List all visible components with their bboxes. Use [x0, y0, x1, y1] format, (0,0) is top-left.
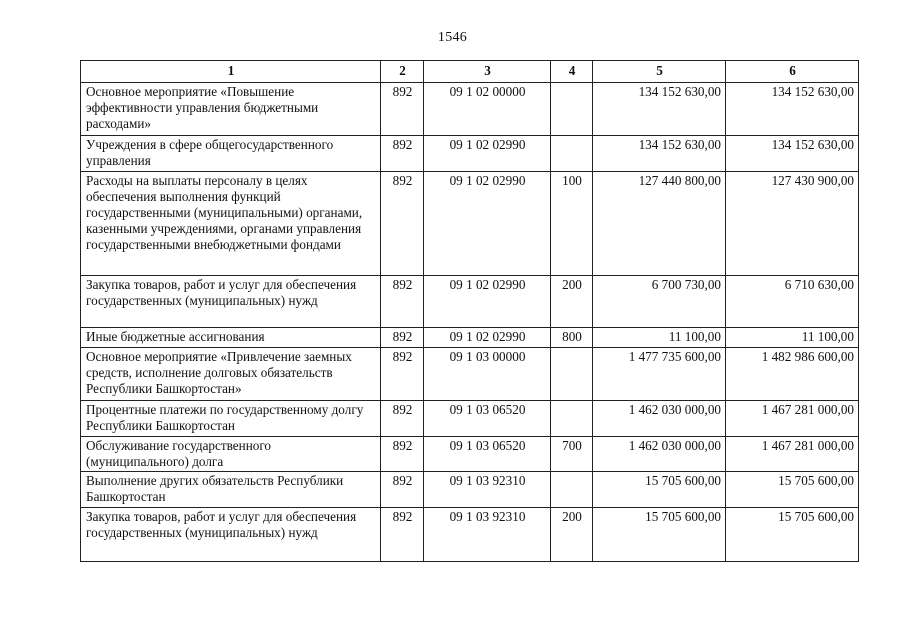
row-type-code	[551, 401, 593, 437]
row-name: Закупка товаров, работ и услуг для обеспечения государственных (муниципальных) нужд	[81, 276, 381, 328]
row-name: Основное мероприятие «Повышение эффективности управления бюджетными расходами»	[81, 83, 381, 136]
row-type-code	[551, 83, 593, 136]
row-sum-col5: 134 152 630,00	[593, 83, 726, 136]
row-admin-code: 892	[381, 83, 424, 136]
row-sum-col5: 1 462 030 000,00	[593, 401, 726, 437]
header-col-5: 5	[593, 61, 726, 83]
row-admin-code: 892	[381, 437, 424, 472]
table-row	[81, 83, 859, 136]
row-admin-code: 892	[381, 472, 424, 508]
row-type-code	[551, 136, 593, 172]
header-col-1: 1	[81, 61, 381, 83]
row-name: Обслуживание государственного (муниципального) долга	[81, 437, 381, 472]
row-sum-col6: 1 467 281 000,00	[726, 401, 859, 437]
table-header	[81, 61, 859, 83]
row-sum-col5: 15 705 600,00	[593, 508, 726, 562]
row-target-code: 09 1 03 06520	[424, 401, 551, 437]
row-type-code: 200	[551, 508, 593, 562]
table-row	[81, 508, 859, 562]
row-sum-col6: 134 152 630,00	[726, 83, 859, 136]
row-sum-col5: 11 100,00	[593, 328, 726, 348]
row-admin-code: 892	[381, 276, 424, 328]
table-row	[81, 437, 859, 472]
header-row	[81, 61, 859, 83]
row-type-code	[551, 472, 593, 508]
table-row	[81, 348, 859, 401]
row-sum-col6: 127 430 900,00	[726, 172, 859, 276]
row-admin-code: 892	[381, 508, 424, 562]
row-sum-col5: 1 477 735 600,00	[593, 348, 726, 401]
header-col-3: 3	[424, 61, 551, 83]
row-target-code: 09 1 02 02990	[424, 328, 551, 348]
row-target-code: 09 1 02 02990	[424, 172, 551, 276]
row-name: Учреждения в сфере общегосударственного управления	[81, 136, 381, 172]
row-target-code: 09 1 02 02990	[424, 136, 551, 172]
header-col-2: 2	[381, 61, 424, 83]
row-sum-col6: 15 705 600,00	[726, 508, 859, 562]
header-col-4: 4	[551, 61, 593, 83]
row-admin-code: 892	[381, 136, 424, 172]
row-name: Расходы на выплаты персоналу в целях обеспечения выполнения функций государственными (муниципальными) органами, казенными учреждениями, органами управления государственными внебюджетными фондами	[81, 172, 381, 276]
table-row	[81, 136, 859, 172]
row-type-code: 800	[551, 328, 593, 348]
table-row	[81, 472, 859, 508]
header-col-6: 6	[726, 61, 859, 83]
row-sum-col6: 15 705 600,00	[726, 472, 859, 508]
row-name: Процентные платежи по государственному долгу Республики Башкортостан	[81, 401, 381, 437]
row-name: Закупка товаров, работ и услуг для обеспечения государственных (муниципальных) нужд	[81, 508, 381, 562]
row-admin-code: 892	[381, 401, 424, 437]
table-row	[81, 328, 859, 348]
row-sum-col5: 1 462 030 000,00	[593, 437, 726, 472]
budget-table	[80, 60, 859, 562]
row-name: Выполнение других обязательств Республики Башкортостан	[81, 472, 381, 508]
row-admin-code: 892	[381, 172, 424, 276]
table-body	[81, 83, 859, 562]
row-admin-code: 892	[381, 328, 424, 348]
row-target-code: 09 1 02 00000	[424, 83, 551, 136]
row-type-code	[551, 348, 593, 401]
row-target-code: 09 1 03 92310	[424, 472, 551, 508]
row-admin-code: 892	[381, 348, 424, 401]
table-row	[81, 172, 859, 276]
row-sum-col5: 134 152 630,00	[593, 136, 726, 172]
row-sum-col6: 134 152 630,00	[726, 136, 859, 172]
table-row	[81, 276, 859, 328]
page-number: 1546	[437, 30, 468, 45]
table-row	[81, 401, 859, 437]
row-name: Основное мероприятие «Привлечение заемных средств, исполнение долговых обязательств Республики Башкортостан»	[81, 348, 381, 401]
row-type-code: 200	[551, 276, 593, 328]
row-target-code: 09 1 03 06520	[424, 437, 551, 472]
row-sum-col6: 11 100,00	[726, 328, 859, 348]
row-type-code: 700	[551, 437, 593, 472]
row-sum-col5: 127 440 800,00	[593, 172, 726, 276]
row-sum-col6: 1 482 986 600,00	[726, 348, 859, 401]
row-sum-col6: 6 710 630,00	[726, 276, 859, 328]
row-type-code: 100	[551, 172, 593, 276]
row-sum-col5: 15 705 600,00	[593, 472, 726, 508]
row-target-code: 09 1 02 02990	[424, 276, 551, 328]
row-sum-col6: 1 467 281 000,00	[726, 437, 859, 472]
row-sum-col5: 6 700 730,00	[593, 276, 726, 328]
row-name: Иные бюджетные ассигнования	[81, 328, 381, 348]
row-target-code: 09 1 03 00000	[424, 348, 551, 401]
row-target-code: 09 1 03 92310	[424, 508, 551, 562]
